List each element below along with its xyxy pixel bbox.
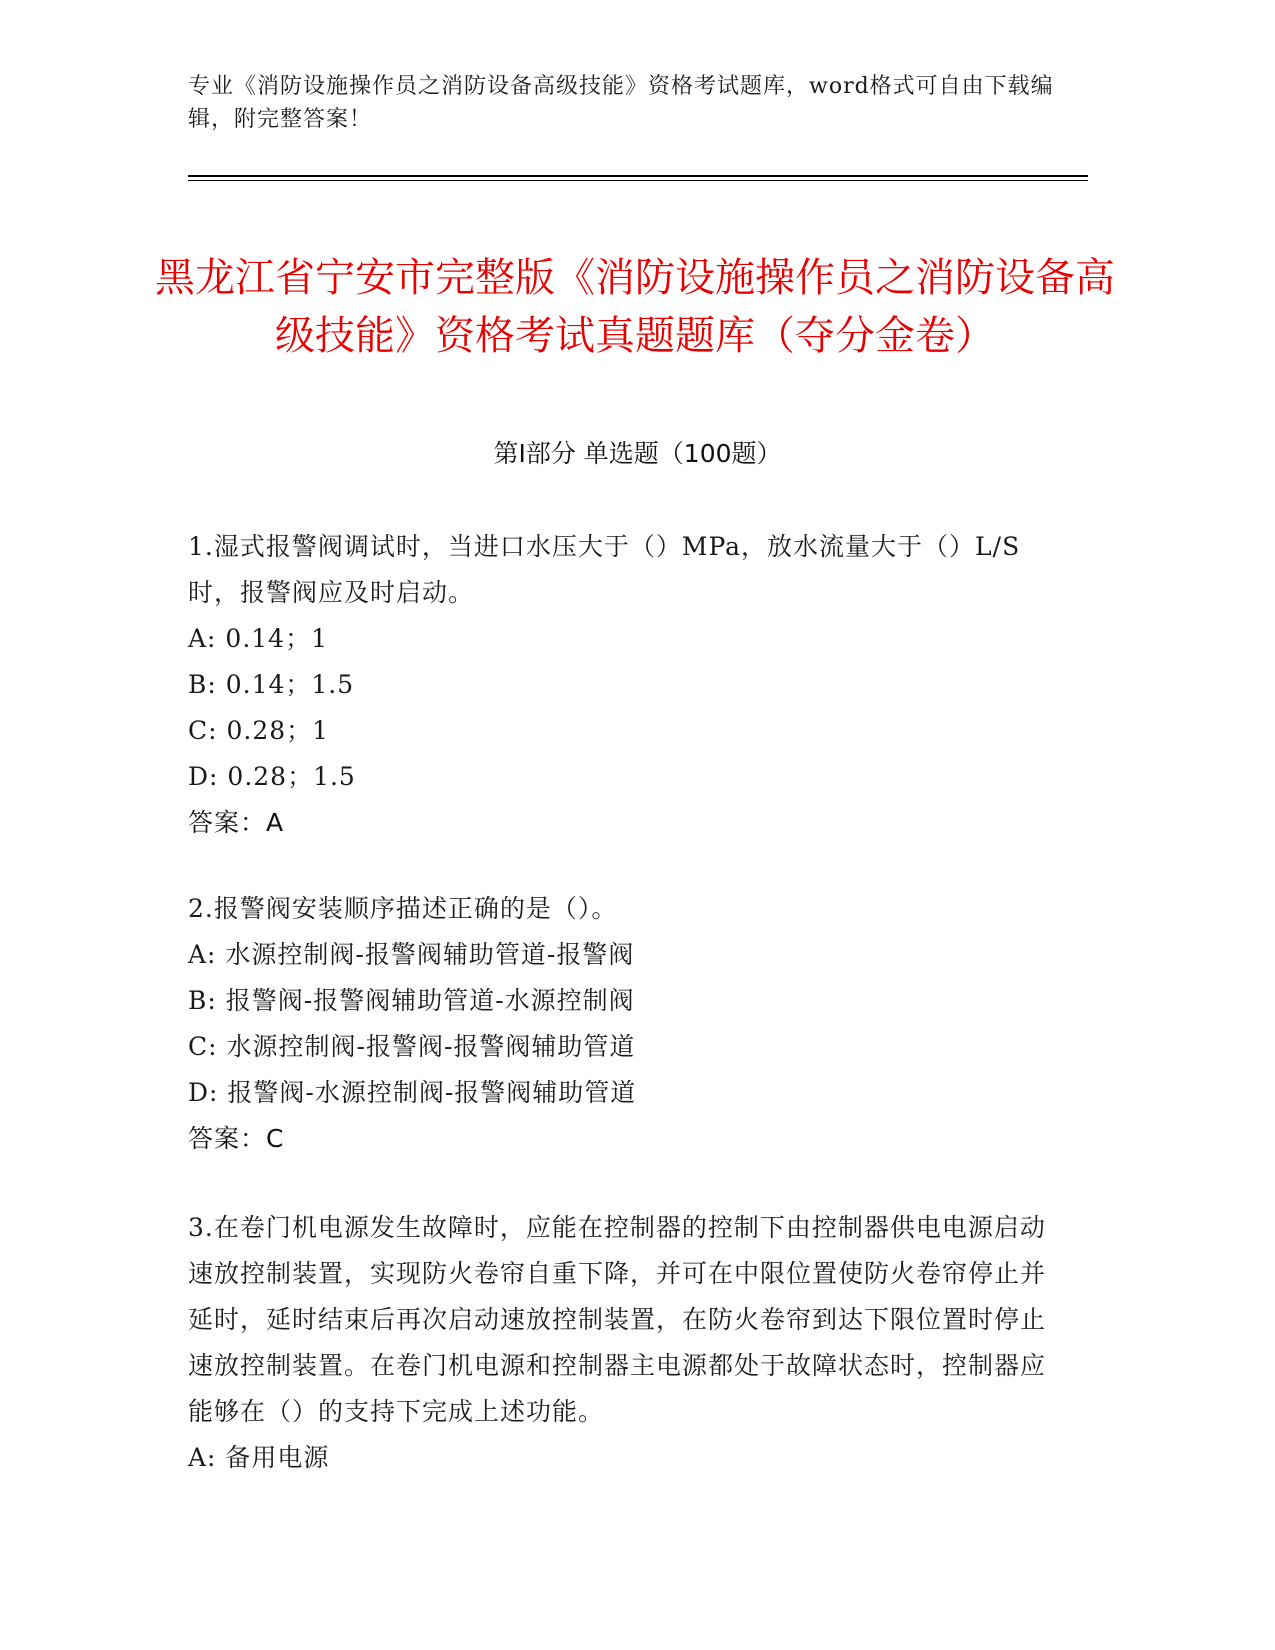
header-divider-thin (188, 180, 1088, 181)
option-a: A: 备用电源 (188, 1443, 330, 1472)
option-a: A: 水源控制阀-报警阀辅助管道-报警阀 (188, 940, 635, 969)
option-b: B: 0.14；1.5 (188, 670, 355, 699)
option-d: D: 0.28；1.5 (188, 762, 356, 791)
option-c: C: 0.28；1 (188, 716, 330, 745)
option-c: C: 水源控制阀-报警阀-报警阀辅助管道 (188, 1032, 636, 1061)
document-intro: 专业《消防设施操作员之消防设备高级技能》资格考试题库，word格式可自由下载编辑，附完整答案！ (188, 74, 1054, 132)
question-1 (188, 524, 1068, 846)
section-heading: 第I部分 单选题（100题） (493, 439, 782, 468)
question-stem: 3.在卷门机电源发生故障时，应能在控制器的控制下由控制器供电电源启动速放控制装置，实现防火卷帘自重下降，并可在中限位置使防火卷帘停止并延时，延时结束后再次启动速放控制装置，在防火卷帘到达下限位置时停止速放控制装置。在卷门机电源和控制器主电源都处于故障状态时，控制器应能够在（）的支持下完成上述功能。 (188, 1213, 1047, 1426)
option-d: D: 报警阀-水源控制阀-报警阀辅助管道 (188, 1078, 637, 1107)
header-divider (188, 175, 1088, 177)
question-stem: 2.报警阀安装顺序描述正确的是（）。 (188, 894, 618, 923)
question-3 (188, 1205, 1068, 1481)
option-b: B: 报警阀-报警阀辅助管道-水源控制阀 (188, 986, 635, 1015)
answer: 答案：C (188, 1124, 285, 1153)
question-stem: 1.湿式报警阀调试时，当进口水压大于（）MPa，放水流量大于（）L/S时，报警阀应及时启动。 (188, 532, 1021, 607)
document-title: 黑龙江省宁安市完整版《消防设施操作员之消防设备高级技能》资格考试真题题库（夺分金卷） (155, 254, 1115, 359)
question-2 (188, 886, 1068, 1162)
answer: 答案：A (188, 808, 285, 837)
option-a: A: 0.14；1 (188, 624, 328, 653)
